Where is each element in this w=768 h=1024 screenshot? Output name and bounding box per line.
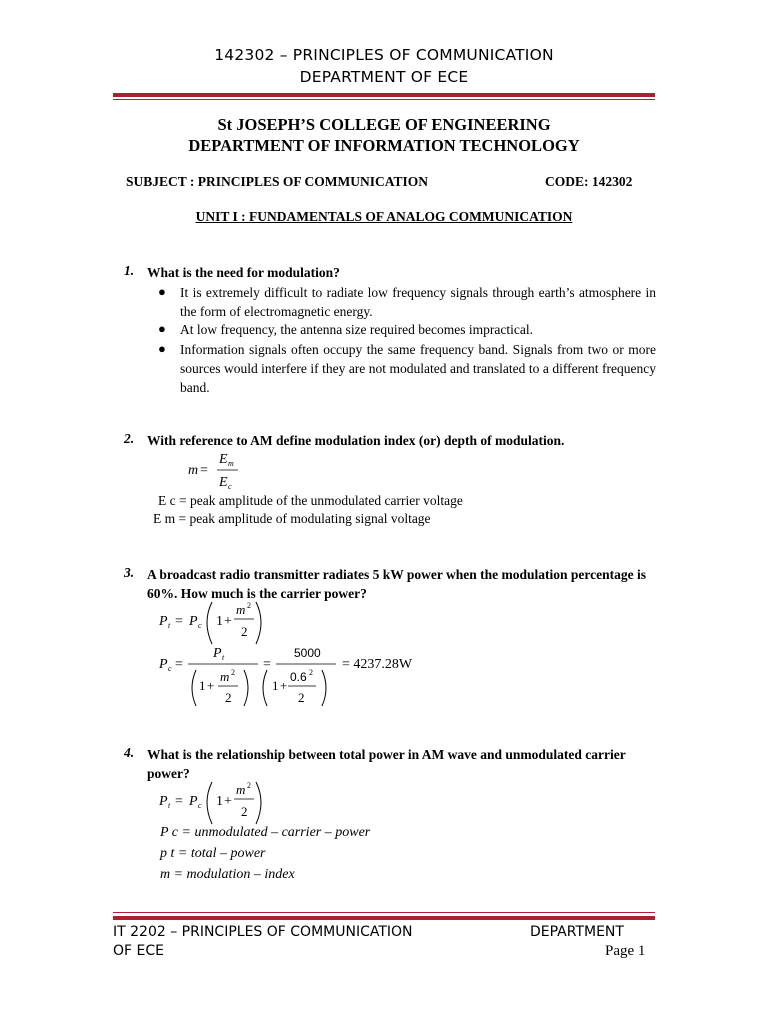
department-title: DEPARTMENT OF INFORMATION TECHNOLOGY bbox=[188, 136, 580, 155]
svg-text:2: 2 bbox=[247, 601, 251, 610]
svg-text:1: 1 bbox=[216, 614, 223, 629]
svg-text:+: + bbox=[224, 794, 232, 809]
footer-rule-thin bbox=[113, 912, 655, 913]
svg-text:m: m bbox=[228, 459, 234, 468]
svg-text:=: = bbox=[175, 657, 183, 672]
carrier-power-result: = 4237.28W bbox=[342, 657, 413, 672]
svg-text:P: P bbox=[213, 646, 222, 661]
svg-text:E: E bbox=[219, 452, 228, 467]
svg-text:m: m bbox=[236, 602, 246, 617]
q4-def-m: m = modulation – index bbox=[160, 867, 295, 882]
svg-text:P: P bbox=[159, 794, 168, 809]
question-4-text: What is the relationship between total power in AM wave and unmodulated carrier power? bbox=[147, 747, 626, 781]
q1-bullet-1: It is extremely difficult to radiate low frequency signals through earth’s atmosphere in the form of electromagnetic energy. bbox=[180, 285, 656, 319]
svg-text:c: c bbox=[168, 664, 172, 673]
question-3-number: 3. bbox=[124, 565, 135, 580]
svg-text:c: c bbox=[198, 801, 202, 810]
svg-text:1: 1 bbox=[216, 794, 223, 809]
q4-def-pc: P c = unmodulated – carrier – power bbox=[160, 825, 371, 840]
header-course-title: 142302 – PRINCIPLES OF COMMUNICATION bbox=[214, 46, 554, 64]
svg-text:1: 1 bbox=[199, 678, 206, 693]
bullet-icon: ● bbox=[158, 284, 166, 299]
svg-text:=: = bbox=[175, 794, 183, 809]
svg-text:P: P bbox=[159, 614, 168, 629]
question-2-text: With reference to AM define modulation index (or) depth of modulation. bbox=[147, 433, 565, 448]
subject-code: CODE: 142302 bbox=[545, 174, 633, 189]
svg-text:2: 2 bbox=[241, 804, 248, 819]
question-1-text: What is the need for modulation? bbox=[147, 265, 340, 280]
svg-text:t: t bbox=[222, 653, 225, 662]
svg-text:1: 1 bbox=[272, 678, 279, 693]
header-rule-thin bbox=[113, 99, 655, 100]
footer-department-continuation: OF ECE bbox=[113, 943, 164, 959]
svg-text:2: 2 bbox=[231, 668, 235, 677]
svg-text:+: + bbox=[207, 678, 215, 693]
footer-rule-thick bbox=[113, 916, 655, 920]
svg-text:t: t bbox=[168, 801, 171, 810]
svg-text:+: + bbox=[224, 614, 232, 629]
power-relationship-formula bbox=[156, 778, 276, 826]
svg-text:5000: 5000 bbox=[294, 646, 321, 660]
svg-text:=: = bbox=[200, 463, 208, 478]
svg-text:2: 2 bbox=[225, 690, 232, 705]
question-3-text: A broadcast radio transmitter radiates 5 kW power when the modulation percentage is 60%. How much is the carrier power? bbox=[147, 567, 646, 601]
bullet-icon: ● bbox=[158, 341, 166, 356]
footer-department: DEPARTMENT bbox=[530, 924, 624, 940]
total-power-formula bbox=[156, 598, 276, 646]
svg-text:2: 2 bbox=[241, 624, 248, 639]
header-department: DEPARTMENT OF ECE bbox=[299, 68, 469, 86]
svg-text:2: 2 bbox=[247, 781, 251, 790]
svg-text:2: 2 bbox=[298, 690, 305, 705]
svg-text:m: m bbox=[188, 463, 199, 478]
q4-def-pt: p t = total – power bbox=[160, 846, 266, 861]
page-number: Page 1 bbox=[605, 943, 646, 959]
q2-def-em: E m = peak amplitude of modulating signal voltage bbox=[153, 511, 431, 526]
svg-text:t: t bbox=[168, 621, 171, 630]
svg-text:c: c bbox=[228, 482, 232, 491]
svg-text:=: = bbox=[263, 657, 271, 672]
question-1-number: 1. bbox=[124, 263, 135, 278]
svg-text:m: m bbox=[236, 782, 246, 797]
q2-def-ec: E c = peak amplitude of the unmodulated carrier voltage bbox=[158, 493, 463, 508]
header-rule-thick bbox=[113, 93, 655, 97]
unit-heading bbox=[0, 209, 768, 225]
svg-text:0.6: 0.6 bbox=[290, 670, 307, 684]
svg-text:P: P bbox=[159, 657, 168, 672]
svg-text:=: = bbox=[175, 614, 183, 629]
svg-text:m: m bbox=[220, 669, 230, 684]
svg-text:P: P bbox=[189, 614, 198, 629]
bullet-icon: ● bbox=[158, 321, 166, 336]
svg-text:c: c bbox=[198, 621, 202, 630]
unit-heading-text: UNIT I : FUNDAMENTALS OF ANALOG COMMUNICATION bbox=[195, 209, 573, 224]
question-2-number: 2. bbox=[124, 431, 135, 446]
question-4-number: 4. bbox=[124, 745, 135, 760]
q1-bullet-3: Information signals often occupy the same frequency band. Signals from two or more sources would interfere if they are not modulated and translated to a different frequency band. bbox=[180, 342, 656, 395]
q1-bullet-2: At low frequency, the antenna size required becomes impractical. bbox=[180, 322, 533, 337]
footer-course-title: IT 2202 – PRINCIPLES OF COMMUNICATION bbox=[113, 924, 413, 940]
svg-text:2: 2 bbox=[309, 668, 313, 677]
carrier-power-calculation bbox=[156, 644, 416, 710]
svg-text:+: + bbox=[280, 678, 288, 693]
college-title: St JOSEPH’S COLLEGE OF ENGINEERING bbox=[217, 115, 551, 134]
svg-text:P: P bbox=[189, 794, 198, 809]
svg-text:E: E bbox=[219, 475, 228, 490]
subject-label: SUBJECT : PRINCIPLES OF COMMUNICATION bbox=[126, 174, 429, 189]
modulation-index-formula bbox=[186, 450, 246, 492]
